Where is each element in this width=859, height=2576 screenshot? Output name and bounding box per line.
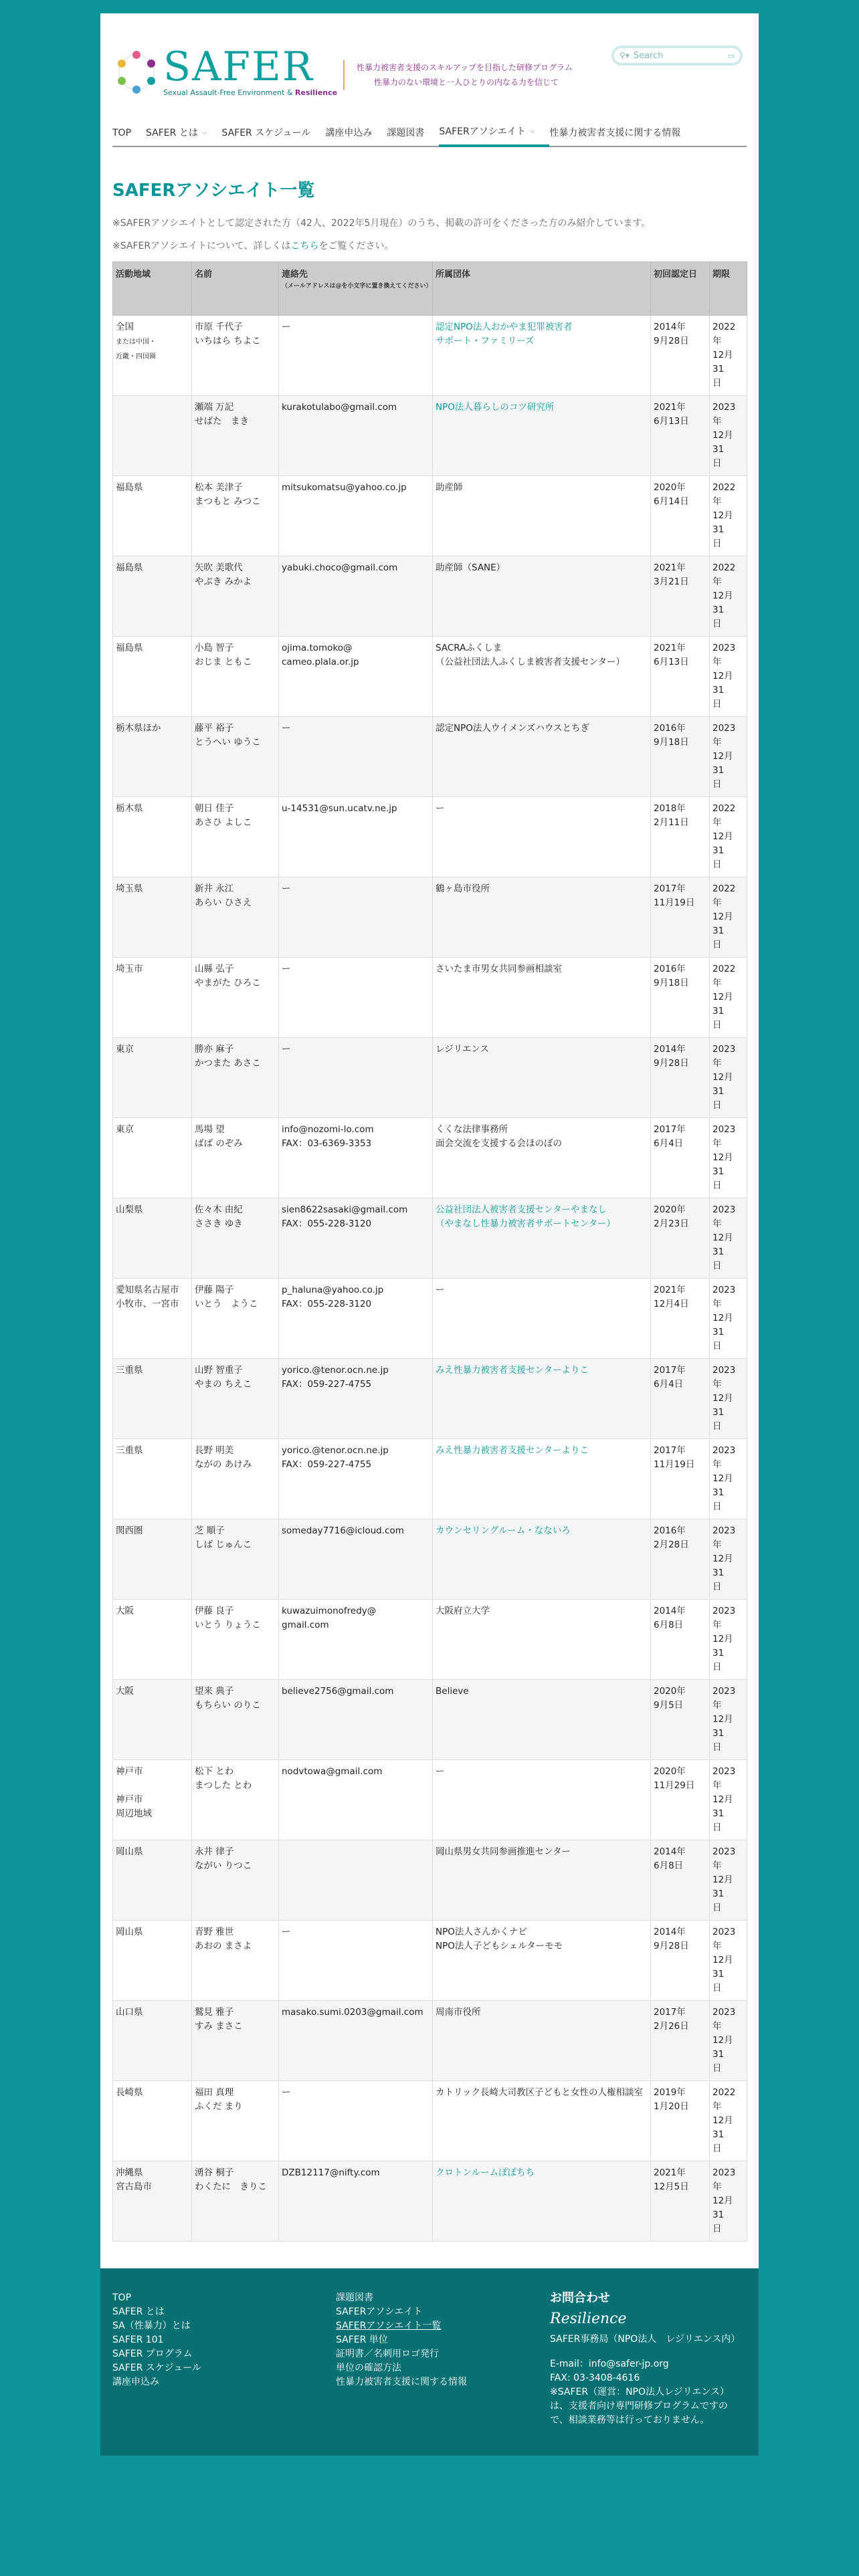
cell-date: 2017年 11月19日 — [651, 877, 710, 958]
cell-limit: 2022年 12月31 日 — [710, 958, 747, 1038]
cell-name: 朝日 佳子 あさひ よしこ — [192, 797, 279, 877]
cell-name: 小島 智子 おじま ともこ — [192, 637, 279, 717]
signature-logo: Resilience — [550, 2311, 627, 2327]
cell-contact: yorico.@tenor.ocn.ne.jp FAX：059-227-4755 — [279, 1439, 433, 1519]
chevron-down-icon: ⌵ — [529, 128, 535, 135]
cell-date: 2020年 2月23日 — [651, 1198, 710, 1279]
cell-name: 新井 永江 あらい ひさえ — [192, 877, 279, 958]
cell-area: 栃木県ほか — [113, 717, 192, 797]
cell-limit: 2023年 12月31 日 — [710, 1279, 747, 1359]
cell-limit: 2022年 12月31 日 — [710, 476, 747, 556]
cell-org[interactable]: クロトンルームぽぽちち — [433, 2161, 651, 2242]
cell-contact: yorico.@tenor.ocn.ne.jp FAX：059-227-4755 — [279, 1359, 433, 1439]
cell-area: 大阪 — [113, 1600, 192, 1680]
cell-limit: 2022年 12月31 日 — [710, 797, 747, 877]
nav-item-5[interactable] — [439, 119, 549, 147]
table-row — [113, 2081, 747, 2161]
footer-link[interactable]: TOP — [112, 2292, 132, 2303]
contact-email[interactable]: E-mail：info@safer-jp.org — [550, 2359, 669, 2369]
cell-contact: kurakotulabo@gmail.com — [279, 396, 433, 476]
cell-contact: sien8622sasaki@gmail.com FAX：055-228-3120 — [279, 1198, 433, 1279]
cell-date: 2021年 3月21日 — [651, 556, 710, 637]
cell-limit: 2023年 12月31 日 — [710, 1439, 747, 1519]
table-row — [113, 1680, 747, 1760]
cell-org: カトリック長崎大司教区子どもと女性の人権相談室 — [433, 2081, 651, 2161]
cell-date: 2016年 9月18日 — [651, 717, 710, 797]
cell-limit: 2023年 12月31 日 — [710, 637, 747, 717]
cell-area: 福島県 — [113, 556, 192, 637]
page-container — [100, 13, 759, 2268]
associate-info-note: ※SAFERアソシエイトについて、詳しくはこちらをご覧ください。 — [112, 241, 394, 251]
cell-date: 2016年 2月28日 — [651, 1519, 710, 1600]
cell-contact: ー — [279, 717, 433, 797]
nav-item-label: SAFER とは — [146, 128, 198, 138]
table-row — [113, 877, 747, 958]
cell-date: 2021年 12月5日 — [651, 2161, 710, 2242]
cell-limit: 2023年 12月31 日 — [710, 1118, 747, 1198]
table-row — [113, 2161, 747, 2242]
footer-link[interactable]: 講座申込み — [112, 2377, 159, 2387]
cell-date: 2014年 9月28日 — [651, 316, 710, 396]
cell-name: 山野 智重子 やまの ちえこ — [192, 1359, 279, 1439]
associate-count-note: ※SAFERアソシエイトとして認定された方（42人、2022年5月現在）のうち、掲載の許可をくださった方のみ紹介しています。 — [112, 218, 651, 229]
cell-name: 望来 典子 もちらい のりこ — [192, 1680, 279, 1760]
cell-date: 2016年 9月18日 — [651, 958, 710, 1038]
chevron-down-icon: ⌵ — [201, 129, 207, 136]
cell-limit: 2022年 12月31 日 — [710, 556, 747, 637]
search-input[interactable]: Search — [633, 50, 664, 61]
cell-contact: ー — [279, 1921, 433, 2001]
contact-title: お問合わせ — [550, 2291, 610, 2305]
cell-org: 助産師 — [433, 476, 651, 556]
cell-area: 神戸市 神戸市 周辺地域 — [113, 1760, 192, 1840]
col-header-name: 名前 — [192, 262, 279, 316]
footer-link[interactable]: 課題図書 — [336, 2292, 373, 2303]
cell-org: 岡山県男女共同参画推進センター — [433, 1840, 651, 1921]
cell-name: 市原 千代子 いちはら ちよこ — [192, 316, 279, 396]
cell-contact: mitsukomatsu@yahoo.co.jp — [279, 476, 433, 556]
table-row — [113, 797, 747, 877]
footer-disclaimer: ※SAFER（運営：NPO法人レジリエンス）は、支援者向け専門研修プログラムですので、相談業務等は行っておりません。 — [550, 2387, 729, 2426]
logo-subtitle: Sexual Assault-Free Environment & Resilience — [163, 88, 338, 97]
cell-date: 2017年 6月4日 — [651, 1118, 710, 1198]
cell-limit: 2022年 12月31 日 — [710, 316, 747, 396]
table-row — [113, 637, 747, 717]
cell-area: 三重県 — [113, 1359, 192, 1439]
cell-area: 埼玉市 — [113, 958, 192, 1038]
cell-limit: 2023年 12月31 日 — [710, 717, 747, 797]
cell-name: 馬場 望 ばば のぞみ — [192, 1118, 279, 1198]
cell-limit: 2022年 12月31 日 — [710, 2081, 747, 2161]
cell-org: さいたま市男女共同参画相談室 — [433, 958, 651, 1038]
footer-link[interactable]: SA（性暴力）とは — [112, 2321, 191, 2331]
cell-date: 2021年 12月4日 — [651, 1279, 710, 1359]
cell-area: 東京 — [113, 1038, 192, 1118]
cell-area — [113, 396, 192, 476]
cell-org[interactable]: みえ性暴力被害者支援センターよりこ — [433, 1359, 651, 1439]
cell-name: 伊藤 良子 いとう りょうこ — [192, 1600, 279, 1680]
cell-date: 2017年 11月19日 — [651, 1439, 710, 1519]
cell-org: ー — [433, 1279, 651, 1359]
cell-area: 岡山県 — [113, 1921, 192, 2001]
cell-area: 埼玉県 — [113, 877, 192, 958]
cell-area: 岡山県 — [113, 1840, 192, 1921]
search-icon: ⚲▾ — [619, 51, 630, 60]
table-row — [113, 316, 747, 396]
site-footer — [100, 2268, 759, 2456]
cell-contact: masako.sumi.0203@gmail.com — [279, 2001, 433, 2081]
cell-area: 愛知県名古屋市 小牧市、一宮市 — [113, 1279, 192, 1359]
cell-org: 周南市役所 — [433, 2001, 651, 2081]
cell-contact: ー — [279, 2081, 433, 2161]
cell-date: 2017年 6月4日 — [651, 1359, 710, 1439]
table-row — [113, 396, 747, 476]
nav-item-label: SAFERアソシエイト — [439, 126, 526, 137]
cell-area: 関西圏 — [113, 1519, 192, 1600]
cell-area: 山梨県 — [113, 1198, 192, 1279]
footer-link[interactable]: SAFER 101 — [112, 2335, 164, 2345]
cell-contact: ー — [279, 316, 433, 396]
cell-contact: believe2756@gmail.com — [279, 1680, 433, 1760]
cell-org: 鶴ヶ島市役所 — [433, 877, 651, 958]
cell-org: Believe — [433, 1680, 651, 1760]
cell-limit: 2023年 12月31 日 — [710, 1680, 747, 1760]
cell-contact: ー — [279, 1038, 433, 1118]
cell-limit: 2023年 12月31 日 — [710, 1760, 747, 1840]
cell-org: レジリエンス — [433, 1038, 651, 1118]
cell-limit: 2023年 12月31 日 — [710, 1600, 747, 1680]
cell-org: ー — [433, 1760, 651, 1840]
search-submit-icon[interactable]: ▭ — [727, 51, 735, 60]
cell-limit: 2023年 12月31 日 — [710, 2001, 747, 2081]
nav-item-label: 講座申込み — [325, 128, 373, 138]
cell-date: 2014年 6月8日 — [651, 1600, 710, 1680]
col-header-org: 所属団体 — [433, 262, 651, 316]
cell-name: 佐々木 由紀 ささき ゆき — [192, 1198, 279, 1279]
nav-item-3[interactable] — [325, 119, 387, 147]
table-row — [113, 1600, 747, 1680]
table-row — [113, 1519, 747, 1600]
col-header-limit: 期限 — [710, 262, 747, 316]
cell-name: 松本 美津子 まつもと みつこ — [192, 476, 279, 556]
cell-org: SACRAふくしま （公益社団法人ふくしま被害者支援センター） — [433, 637, 651, 717]
nav-item-label: 性暴力被害者支援に関する情報 — [549, 128, 681, 138]
cell-name: 藤平 裕子 とうへい ゆうこ — [192, 717, 279, 797]
table-row — [113, 1359, 747, 1439]
table-header-row — [113, 262, 747, 316]
table-row — [113, 556, 747, 637]
table-row — [113, 1118, 747, 1198]
cell-contact: someday7716@icloud.com — [279, 1519, 433, 1600]
footer-links-2 — [336, 2291, 467, 2389]
cell-limit: 2023年 12月31 日 — [710, 1519, 747, 1600]
footer-link[interactable]: SAFER スケジュール — [112, 2363, 201, 2373]
table-row — [113, 958, 747, 1038]
cell-limit: 2023年 12月31 日 — [710, 1359, 747, 1439]
logo-dots-icon — [114, 49, 159, 95]
contact-fax: FAX: 03-3408-4616 — [550, 2373, 640, 2383]
table-row — [113, 1198, 747, 1279]
cell-name: 瀬端 万記 せばた まき — [192, 396, 279, 476]
details-link[interactable]: こちら — [290, 241, 319, 251]
cell-limit: 2023年 12月31 日 — [710, 1038, 747, 1118]
cell-contact: ー — [279, 958, 433, 1038]
cell-contact: yabuki.choco@gmail.com — [279, 556, 433, 637]
cell-date: 2019年 1月20日 — [651, 2081, 710, 2161]
footer-link[interactable]: 単位の確認方法 — [336, 2363, 401, 2373]
cell-org[interactable]: みえ性暴力被害者支援センターよりこ — [433, 1439, 651, 1519]
cell-area: 福島県 — [113, 637, 192, 717]
footer-link[interactable]: SAFER とは — [112, 2306, 165, 2317]
cell-name: 福田 真理 ふくだ まり — [192, 2081, 279, 2161]
cell-limit: 2023年 12月31 日 — [710, 396, 747, 476]
search-box[interactable] — [611, 45, 743, 66]
footer-links-1 — [112, 2291, 201, 2389]
footer-link[interactable]: 性暴力被害者支援に関する情報 — [336, 2377, 467, 2387]
cell-org[interactable]: NPO法人暮らしのコツ研究所 — [433, 396, 651, 476]
cell-contact: nodvtowa@gmail.com — [279, 1760, 433, 1840]
cell-contact: ー — [279, 877, 433, 958]
site-tagline: 性暴力被害者支援のスキルアップを目指した研修プログラム 性暴力のない環境と一人ひとりの内なる力を信じて — [343, 60, 573, 90]
cell-area: 栃木県 — [113, 797, 192, 877]
table-row — [113, 476, 747, 556]
table-row — [113, 1279, 747, 1359]
site-logo[interactable] — [114, 43, 338, 97]
cell-contact: kuwazuimonofredy@ gmail.com — [279, 1600, 433, 1680]
cell-contact: p_haluna@yahoo.co.jp FAX：055-228-3120 — [279, 1279, 433, 1359]
footer-contact — [550, 2291, 744, 2428]
cell-contact: DZB12117@nifty.com — [279, 2161, 433, 2242]
cell-date: 2014年 9月28日 — [651, 1038, 710, 1118]
cell-area: 長崎県 — [113, 2081, 192, 2161]
footer-link[interactable]: 証明書／名刺用ロゴ発行 — [336, 2349, 439, 2359]
cell-area: 三重県 — [113, 1439, 192, 1519]
col-header-date: 初回認定日 — [651, 262, 710, 316]
cell-org: 助産師（SANE） — [433, 556, 651, 637]
cell-area: 全国 または中国・ 近畿・四国圏 — [113, 316, 192, 396]
cell-name: 矢吹 美歌代 やぶき みかよ — [192, 556, 279, 637]
cell-org: ー — [433, 797, 651, 877]
cell-area: 福島県 — [113, 476, 192, 556]
footer-link[interactable]: SAFERアソシエイト — [336, 2306, 423, 2317]
cell-limit: 2023年 12月31 日 — [710, 1198, 747, 1279]
cell-org[interactable]: 認定NPO法人おかやま犯罪被害者 サポート・ファミリーズ — [433, 316, 651, 396]
cell-contact — [279, 1840, 433, 1921]
associate-table — [112, 261, 747, 2242]
cell-name: 青野 雅世 あおの まさよ — [192, 1921, 279, 2001]
footer-link[interactable]: SAFER プログラム — [112, 2349, 193, 2359]
table-row — [113, 1439, 747, 1519]
nav-item-6[interactable] — [549, 119, 695, 147]
page-title: SAFERアソシエイト一覧 — [112, 181, 315, 201]
cell-date: 2020年 9月5日 — [651, 1680, 710, 1760]
cell-limit: 2023年 12月31 日 — [710, 1840, 747, 1921]
cell-name: 伊藤 陽子 いとう ようこ — [192, 1279, 279, 1359]
nav-item-label: SAFER スケジュール — [221, 128, 311, 138]
cell-limit: 2023年 12月31 日 — [710, 2161, 747, 2242]
nav-item-0[interactable] — [112, 119, 146, 147]
table-row — [113, 2001, 747, 2081]
cell-name: 芝 順子 しば じゅんこ — [192, 1519, 279, 1600]
cell-name: 永井 律子 ながい りつこ — [192, 1840, 279, 1921]
site-header — [100, 13, 759, 120]
cell-date: 2017年 2月26日 — [651, 2001, 710, 2081]
cell-date: 2014年 9月28日 — [651, 1921, 710, 2001]
cell-area: 大阪 — [113, 1680, 192, 1760]
table-row — [113, 1840, 747, 1921]
cell-date: 2021年 6月13日 — [651, 396, 710, 476]
cell-name: 山縣 弘子 やまがた ひろこ — [192, 958, 279, 1038]
office-name: SAFER事務局（NPO法人 レジリエンス内） — [550, 2334, 741, 2345]
table-row — [113, 1921, 747, 2001]
col-header-contact: 連絡先 （メールアドレスは@を小文字に置き換えてください） — [279, 262, 433, 316]
cell-contact: u-14531@sun.ucatv.ne.jp — [279, 797, 433, 877]
cell-org[interactable]: 公益社団法人被害者支援センターやまなし （やまなし性暴力被害者サポートセンター） — [433, 1198, 651, 1279]
cell-date: 2018年 2月11日 — [651, 797, 710, 877]
cell-contact: info@nozomi-lo.com FAX：03-6369-3353 — [279, 1118, 433, 1198]
main-content — [100, 120, 759, 2268]
nav-item-label: 課題図書 — [387, 128, 425, 138]
nav-item-1[interactable] — [146, 119, 221, 147]
table-row — [113, 1760, 747, 1840]
cell-limit: 2023年 12月31 日 — [710, 1921, 747, 2001]
table-row — [113, 717, 747, 797]
cell-limit: 2022年 12月31 日 — [710, 877, 747, 958]
footer-link[interactable]: SAFER 単位 — [336, 2335, 388, 2345]
cell-area: 沖縄県 宮古島市 — [113, 2161, 192, 2242]
logo-wordmark: SAFER — [163, 43, 314, 90]
footer-link[interactable]: SAFERアソシエイト一覧 — [336, 2321, 442, 2331]
cell-name: 松下 とわ まつした とわ — [192, 1760, 279, 1840]
cell-name: 長野 明美 ながの あけみ — [192, 1439, 279, 1519]
cell-org: 大阪府立大学 — [433, 1600, 651, 1680]
main-nav — [112, 119, 747, 147]
cell-name: 湧谷 桐子 わくたに きりこ — [192, 2161, 279, 2242]
nav-item-4[interactable] — [387, 119, 439, 147]
nav-item-2[interactable] — [221, 119, 325, 147]
cell-name: 鷲見 雅子 すみ まさこ — [192, 2001, 279, 2081]
cell-date: 2014年 6月8日 — [651, 1840, 710, 1921]
cell-org[interactable]: カウンセリングルーム・なないろ — [433, 1519, 651, 1600]
nav-item-label: TOP — [112, 128, 132, 138]
cell-date: 2020年 11月29日 — [651, 1760, 710, 1840]
cell-area: 東京 — [113, 1118, 192, 1198]
col-header-area: 活動地域 — [113, 262, 192, 316]
cell-date: 2020年 6月14日 — [651, 476, 710, 556]
cell-org: 認定NPO法人ウイメンズハウスとちぎ — [433, 717, 651, 797]
cell-area: 山口県 — [113, 2001, 192, 2081]
cell-contact: ojima.tomoko@ cameo.plala.or.jp — [279, 637, 433, 717]
cell-name: 勝亦 麻子 かつまた あさこ — [192, 1038, 279, 1118]
cell-org: くくな法律事務所 面会交流を支援する会ほのぼの — [433, 1118, 651, 1198]
cell-date: 2021年 6月13日 — [651, 637, 710, 717]
cell-org: NPO法人さんかくナビ NPO法人子どもシェルターモモ — [433, 1921, 651, 2001]
table-row — [113, 1038, 747, 1118]
